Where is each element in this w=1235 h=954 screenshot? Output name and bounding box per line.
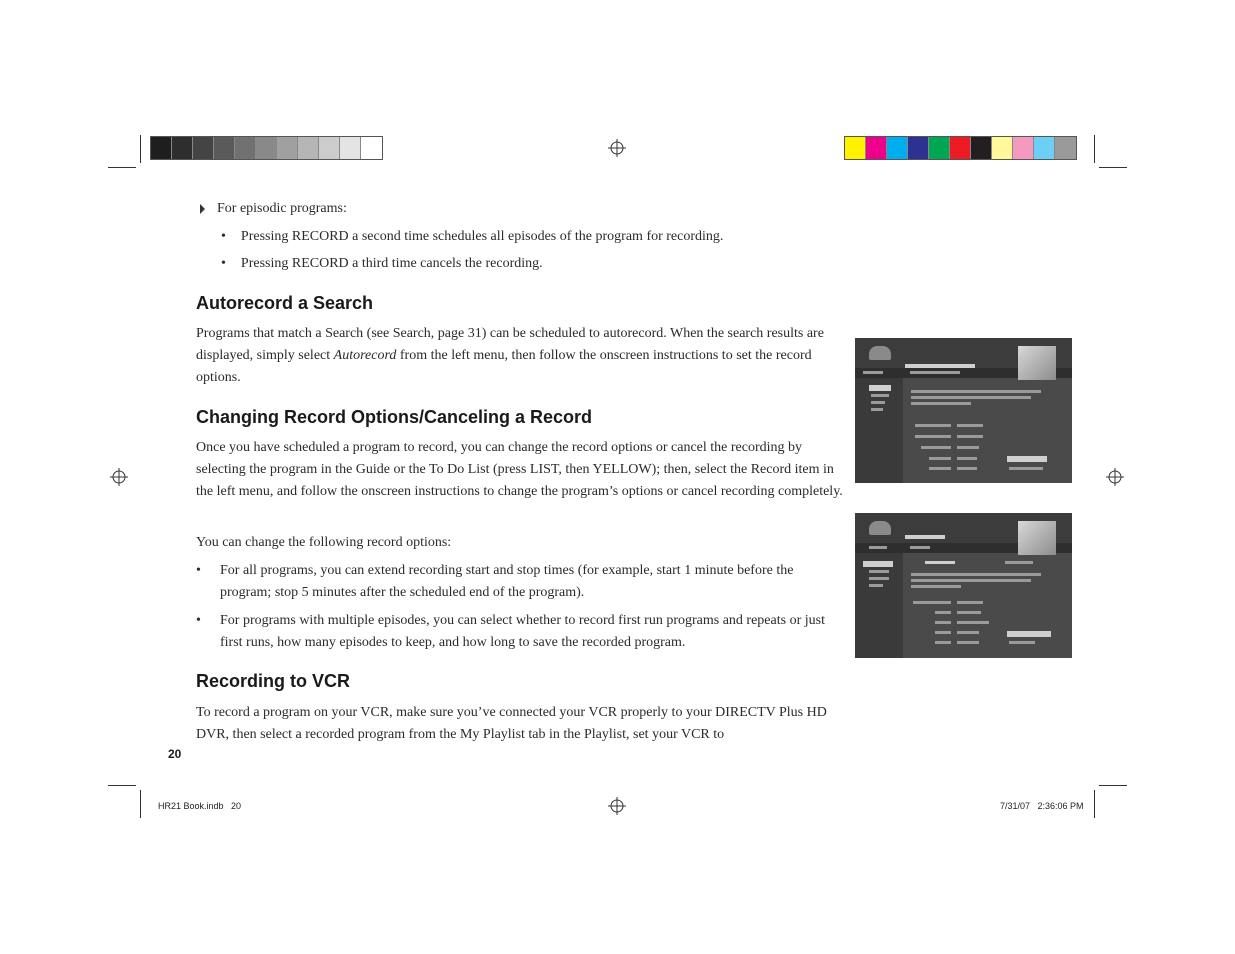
- crop-mark: [108, 785, 136, 786]
- crop-mark: [1094, 135, 1095, 163]
- record-options-screen-image: [855, 513, 1072, 658]
- color-swatch: [908, 137, 929, 159]
- color-swatch: [992, 137, 1013, 159]
- crop-mark: [1099, 167, 1127, 168]
- changing-paragraph-options: You can change the following record options:: [196, 535, 452, 550]
- autorecord-screen-image: [855, 338, 1072, 483]
- gray-swatch: [256, 137, 277, 159]
- page-number: 20: [168, 747, 182, 761]
- color-swatch: [866, 137, 887, 159]
- color-swatch: [1013, 137, 1034, 159]
- color-swatch: [887, 137, 908, 159]
- registration-mark-icon: [608, 797, 626, 815]
- gray-swatch: [361, 137, 382, 159]
- bullet-icon: •: [221, 229, 226, 244]
- grayscale-color-bar: [150, 136, 383, 160]
- gray-swatch: [340, 137, 361, 159]
- gray-swatch: [298, 137, 319, 159]
- crop-mark: [1094, 790, 1095, 818]
- crop-mark: [1099, 785, 1127, 786]
- triangle-bullet-icon: [200, 204, 205, 214]
- section-heading-vcr: Recording to VCR: [196, 671, 351, 691]
- registration-mark-icon: [608, 139, 626, 157]
- color-swatch: [971, 137, 992, 159]
- gray-swatch: [235, 137, 256, 159]
- section-heading-autorecord: Autorecord a Search: [196, 293, 374, 313]
- footer-file-name: HR21 Book.indb 20: [158, 801, 242, 811]
- episodic-intro: For episodic programs:: [200, 198, 347, 220]
- color-swatch: [1034, 137, 1055, 159]
- color-swatch: [845, 137, 866, 159]
- registration-mark-icon: [110, 468, 128, 486]
- bullet-icon: •: [196, 563, 201, 578]
- gray-swatch: [193, 137, 214, 159]
- section-heading-changing-record: Changing Record Options/Canceling a Record: [196, 407, 593, 427]
- gray-swatch: [319, 137, 340, 159]
- gray-swatch: [277, 137, 298, 159]
- color-swatch: [1055, 137, 1076, 159]
- crop-mark: [140, 135, 141, 163]
- color-swatch: [929, 137, 950, 159]
- crop-mark: [108, 167, 136, 168]
- autorecord-paragraph: Programs that match a Search (see Search, page 31) can be scheduled to autorecord. When the search results are displayed, simply select Autorecord from the left menu, then follow the onscreen instructions to set the record options.: [196, 326, 824, 385]
- gray-swatch: [172, 137, 193, 159]
- gray-swatch: [214, 137, 235, 159]
- registration-mark-icon: [1106, 468, 1124, 486]
- changing-paragraph: Once you have scheduled a program to record, you can change the record options or cancel the recording by selecting the program in the Guide or the To Do List (press LIST, then YELLOW); then, select the Record item in the left menu, and follow the onscreen instructions to change the program’s options or cancel recording completely.: [196, 440, 843, 499]
- process-color-bar: [844, 136, 1077, 160]
- gray-swatch: [151, 137, 172, 159]
- episodic-bullet: • Pressing RECORD a third time cancels the recording.: [221, 256, 543, 271]
- color-swatch: [950, 137, 971, 159]
- record-option-bullet: • For programs with multiple episodes, you can select whether to record first run programs and repeats or just first runs, how many episodes to keep, and how long to save the recorded program.: [196, 610, 846, 654]
- footer-timestamp: 7/31/07 2:36:06 PM: [1000, 801, 1084, 811]
- bullet-icon: •: [221, 256, 226, 271]
- record-option-bullet: • For all programs, you can extend recording start and stop times (for example, start 1 minute before the program; stop 5 minutes after the scheduled end of the program).: [196, 560, 846, 604]
- episodic-bullet: • Pressing RECORD a second time schedules all episodes of the program for recording.: [221, 229, 724, 244]
- crop-mark: [140, 790, 141, 818]
- vcr-paragraph: To record a program on your VCR, make sure you’ve connected your VCR properly to your DIRECTV Plus HD DVR, then select a recorded program from the My Playlist tab in the Playlist, set your VCR to: [196, 705, 827, 742]
- bullet-icon: •: [196, 613, 201, 628]
